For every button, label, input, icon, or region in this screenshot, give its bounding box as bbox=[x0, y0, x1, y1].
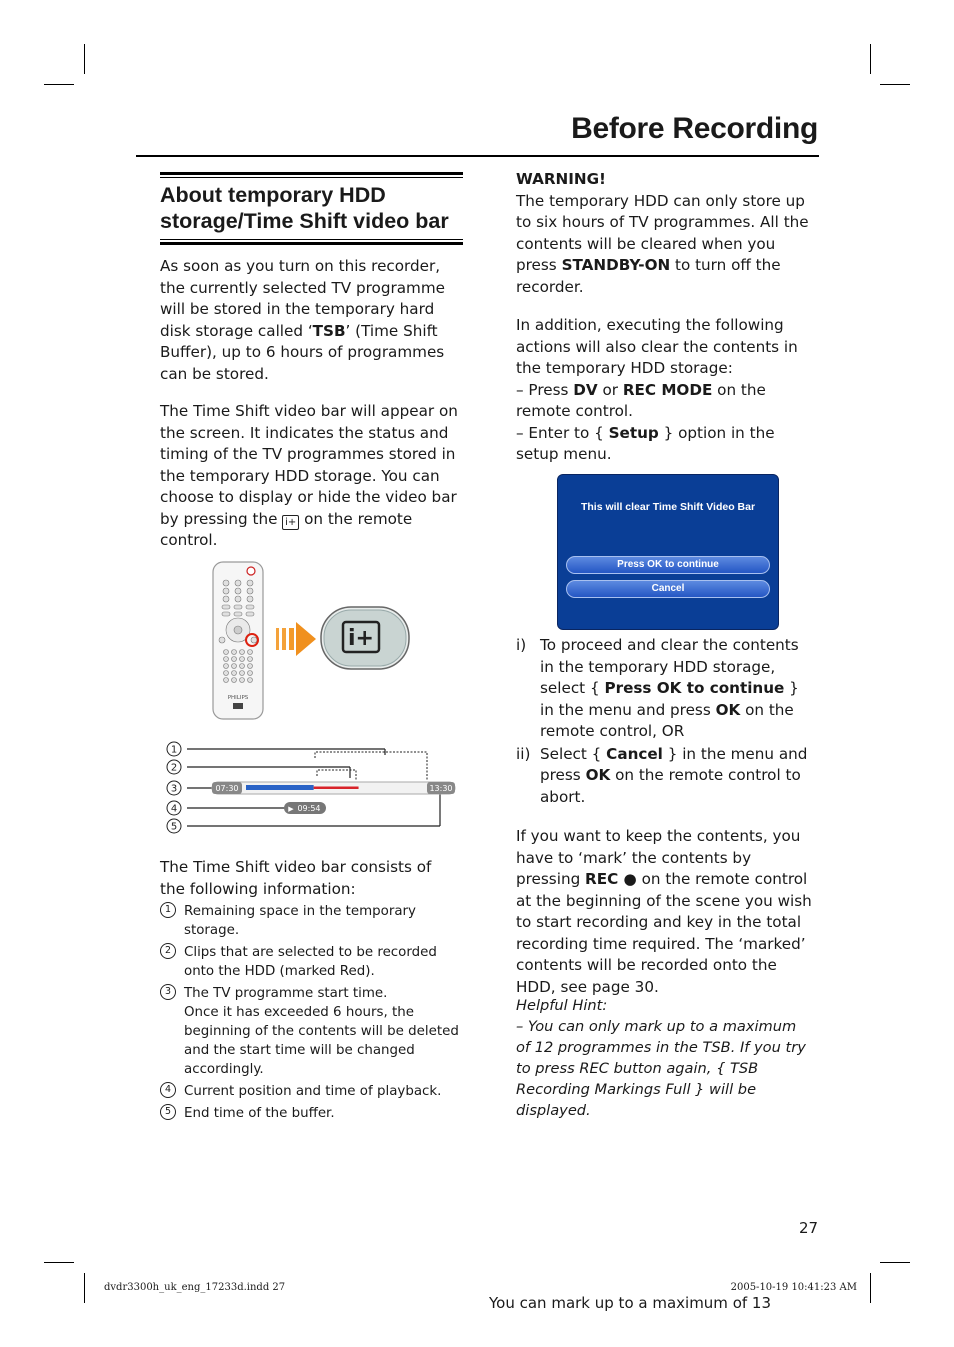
press-ok-continue-button[interactable]: Press OK to continue bbox=[566, 556, 770, 574]
svg-text:1: 1 bbox=[170, 744, 178, 756]
crop-mark bbox=[870, 44, 871, 74]
title-divider bbox=[136, 155, 819, 157]
list-item: 2 Clips that are selected to be recorded onto the HDD (marked Red). bbox=[160, 943, 470, 981]
remote-control-illustration bbox=[212, 560, 412, 722]
timebar-paragraph: The Time Shift video bar will appear on the screen. It indicates the status and timing of the TV programmes stored in the temporary HDD storage. You can choose to display or hide the video bar by pressing the i+ on the remote control. bbox=[160, 402, 458, 549]
remote-brand: PHILIPS bbox=[227, 695, 249, 701]
list-item: 1 Remaining space in the temporary storage. bbox=[160, 902, 470, 940]
callout-2 bbox=[167, 760, 181, 774]
svg-text:5: 5 bbox=[170, 821, 178, 833]
helpful-hint: Helpful Hint: – You can only mark up to a maximum of 12 programmes in the TSB. If you try to press REC button again, { TSB Recording Markings Full } will be displayed. bbox=[516, 997, 806, 1119]
clear-timeshift-dialog bbox=[557, 474, 779, 630]
section-rule bbox=[160, 242, 463, 245]
section-heading: About temporary HDD storage/Time Shift video bar bbox=[160, 183, 449, 233]
remote-logo bbox=[233, 703, 243, 709]
footer-timestamp: 2005-10-19 10:41:23 AM bbox=[730, 1282, 857, 1293]
play-icon: ▶ bbox=[288, 805, 294, 813]
marked-segment bbox=[314, 787, 359, 790]
current-time: 09:54 bbox=[297, 804, 321, 813]
keep-contents-paragraph: If you want to keep the contents, you have to ‘mark’ the contents by pressing REC ● on the remote control at the beginning of the scene you wish to start recording and key in the total recording time required. The ‘marked’ contents will be recorded onto the HDD, see page 30. bbox=[516, 827, 812, 996]
start-time: 07:30 bbox=[215, 784, 239, 793]
power-button-icon bbox=[247, 567, 255, 575]
page-title: Before Recording bbox=[571, 112, 818, 145]
options-list bbox=[516, 635, 816, 808]
hint-title: Helpful Hint: bbox=[516, 997, 608, 1014]
arrow-right-icon bbox=[276, 622, 316, 656]
cancel-button[interactable]: Cancel bbox=[566, 580, 770, 598]
info-button-icon: i+ bbox=[282, 515, 299, 530]
legend-list bbox=[160, 902, 470, 1126]
crop-mark bbox=[870, 1273, 871, 1303]
list-intro: The Time Shift video bar consists of the following information: bbox=[160, 858, 432, 898]
list-item: ii) Select { Cancel } in the menu and press OK on the remote control to abort. bbox=[516, 744, 808, 806]
section-rule bbox=[160, 239, 463, 240]
svg-text:4: 4 bbox=[170, 803, 178, 815]
intro-paragraph: As soon as you turn on this recorder, the currently selected TV programme will be stored in the temporary hard disk storage called ‘TSB’ (Time Shift Buffer), up to 6 hours of programmes can be stored. bbox=[160, 257, 445, 383]
crop-mark bbox=[44, 1262, 74, 1263]
timeshift-bar-diagram bbox=[160, 738, 460, 838]
crop-mark bbox=[880, 1262, 910, 1263]
svg-text:2: 2 bbox=[170, 762, 178, 774]
section-rule bbox=[160, 177, 463, 178]
clear-actions-block: In addition, executing the following actions will also clear the contents in the temporary HDD storage: – Press DV or REC MODE on the remote control. – Enter to { Setup } option in the setup menu. bbox=[516, 316, 798, 463]
list-item: 4 Current position and time of playback. bbox=[160, 1082, 470, 1101]
callout-5 bbox=[167, 819, 181, 833]
list-item: 3 The TV programme start time. Once it has exceeded 6 hours, the beginning of the contents will be deleted and the start time will be changed accordingly. bbox=[160, 984, 470, 1079]
footer-filename: dvdr3300h_uk_eng_17233d.indd 27 bbox=[104, 1282, 286, 1293]
section-rule bbox=[160, 172, 463, 175]
list-item: 5 End time of the buffer. bbox=[160, 1104, 470, 1123]
page-number: 27 bbox=[799, 1219, 819, 1237]
list-item: i) To proceed and clear the contents in the temporary HDD storage, select { Press OK to continue } in the menu and press OK on the remote control, OR bbox=[516, 636, 799, 740]
end-time: 13:30 bbox=[429, 784, 453, 793]
dialog-title: This will clear Time Shift Video Bar bbox=[580, 501, 756, 513]
svg-text:3: 3 bbox=[170, 783, 178, 795]
info-key-label: i+ bbox=[348, 626, 374, 651]
warning-title: WARNING! bbox=[516, 170, 606, 188]
callout-1 bbox=[167, 742, 181, 756]
warning-block: WARNING! The temporary HDD can only store up to six hours of TV programmes. All the contents will be cleared when you press STANDBY-ON to turn off the recorder. bbox=[516, 170, 809, 296]
footer-note: You can mark up to a maximum of 13 bbox=[489, 1294, 772, 1312]
callout-4 bbox=[167, 801, 181, 815]
recorded-segment bbox=[246, 785, 314, 790]
callout-3 bbox=[167, 781, 181, 795]
crop-mark bbox=[880, 84, 910, 85]
crop-mark bbox=[84, 44, 85, 74]
crop-mark bbox=[44, 84, 74, 85]
crop-mark bbox=[84, 1273, 85, 1303]
